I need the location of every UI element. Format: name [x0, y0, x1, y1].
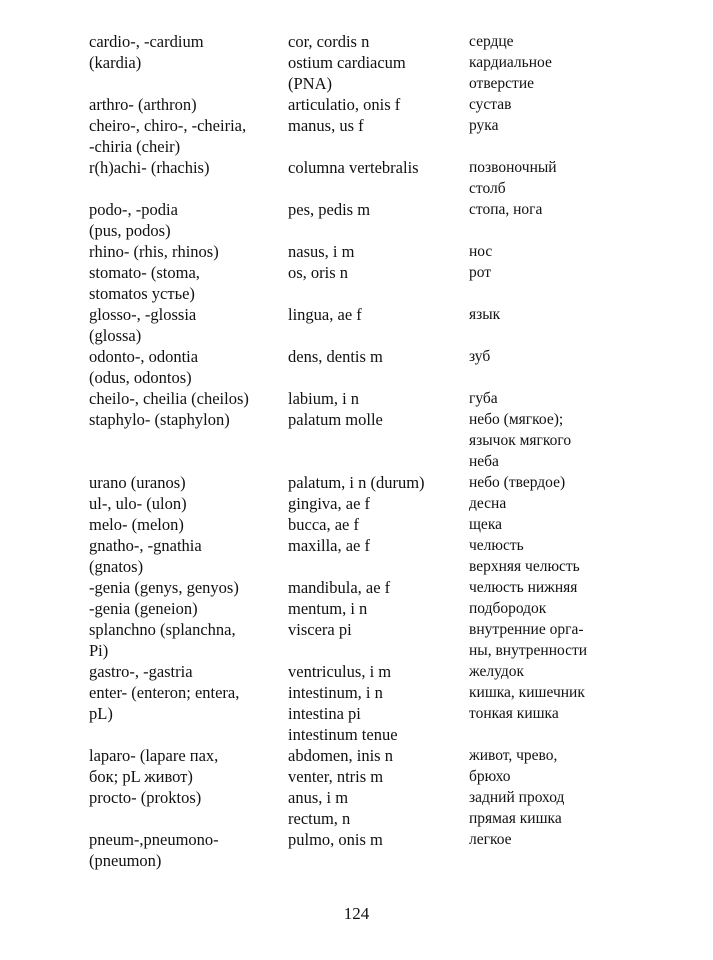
greek-root-cell: procto- (proktos): [89, 788, 202, 807]
greek-root-cell: laparo- (lapare пах, бок; pL живот): [89, 746, 219, 786]
table-row: [89, 31, 629, 94]
table-row: [89, 199, 629, 241]
greek-root-cell: gnatho-, -gnathia (gnatos): [89, 536, 202, 576]
latin-term-cell: mentum, i n: [288, 599, 368, 618]
russian-meaning-cell: сердце кардиальное отверстие: [469, 33, 552, 92]
latin-term-cell: pes, pedis m: [288, 200, 371, 219]
table-row: [89, 577, 629, 598]
greek-root-cell: cheilo-, cheilia (cheilos): [89, 389, 249, 408]
greek-root-cell: -genia (geneion): [89, 599, 198, 618]
greek-root-cell: ul-, ulo- (ulon): [89, 494, 187, 513]
table-row: [89, 787, 629, 829]
russian-meaning-cell: желудок: [469, 663, 525, 680]
latin-term-cell: os, oris n: [288, 263, 349, 282]
greek-root-cell: podo-, -podia (pus, podos): [89, 200, 178, 240]
table-row: [89, 682, 629, 745]
latin-term-cell: mandibula, ae f: [288, 578, 391, 597]
russian-meaning-cell: подбородок: [469, 600, 547, 617]
russian-meaning-cell: легкое: [469, 831, 512, 848]
russian-meaning-cell: рука: [469, 117, 499, 134]
russian-meaning-cell: щека: [469, 516, 502, 533]
table-row: [89, 241, 629, 262]
greek-root-cell: cardio-, -cardium (kardia): [89, 32, 204, 72]
latin-term-cell: ventriculus, i m: [288, 662, 392, 681]
table-row: [89, 745, 629, 787]
table-row: [89, 493, 629, 514]
table-row: [89, 388, 629, 409]
greek-root-cell: gastro-, -gastria: [89, 662, 193, 681]
russian-meaning-cell: внутренние орга- ны, внутренности: [469, 621, 588, 659]
greek-root-cell: rhino- (rhis, rhinos): [89, 242, 219, 261]
latin-term-cell: columna vertebralis: [288, 158, 419, 177]
greek-root-cell: stomato- (stoma, stomatos устье): [89, 263, 200, 303]
latin-term-cell: manus, us f: [288, 116, 364, 135]
table-row: [89, 115, 629, 157]
table-row: [89, 304, 629, 346]
table-row: [89, 661, 629, 682]
table-row: [89, 346, 629, 388]
russian-meaning-cell: рот: [469, 264, 492, 281]
latin-term-cell: nasus, i m: [288, 242, 355, 261]
russian-meaning-cell: позвоночный столб: [469, 159, 557, 197]
table-row: [89, 409, 629, 472]
table-row: [89, 619, 629, 661]
latin-term-cell: articulatio, onis f: [288, 95, 401, 114]
latin-term-cell: labium, i n: [288, 389, 360, 408]
greek-root-cell: r(h)achi- (rhachis): [89, 158, 210, 177]
greek-root-cell: -genia (genys, genyos): [89, 578, 239, 597]
greek-root-cell: melo- (melon): [89, 515, 184, 534]
greek-root-cell: arthro- (arthron): [89, 95, 197, 114]
russian-meaning-cell: челюсть нижняя: [469, 579, 578, 596]
latin-term-cell: anus, i m rectum, n: [288, 788, 351, 828]
russian-meaning-cell: челюсть верхняя челюсть: [469, 537, 580, 575]
table-row: [89, 157, 629, 199]
greek-root-cell: cheiro-, chiro-, -cheiria, -chiria (cheir): [89, 116, 247, 156]
latin-term-cell: cor, cordis n ostium cardiacum (PNA): [288, 32, 406, 93]
russian-meaning-cell: живот, чрево, брюхо: [469, 747, 558, 785]
russian-meaning-cell: зуб: [469, 348, 491, 365]
greek-root-cell: urano (uranos): [89, 473, 186, 492]
russian-meaning-cell: стопа, нога: [469, 201, 543, 218]
russian-meaning-cell: кишка, кишечник тонкая кишка: [469, 684, 585, 722]
latin-term-cell: intestinum, i n intestina pi intestinum tenue: [288, 683, 398, 744]
russian-meaning-cell: небо (мягкое); язычок мягкого неба: [469, 411, 572, 470]
latin-term-cell: palatum, i n (durum): [288, 473, 425, 492]
latin-term-cell: lingua, ae f: [288, 305, 362, 324]
russian-meaning-cell: губа: [469, 390, 498, 407]
greek-root-cell: enter- (enteron; entera, pL): [89, 683, 240, 723]
table-row: [89, 514, 629, 535]
table-row: [89, 472, 629, 493]
greek-root-cell: splanchno (splanchna, Pi): [89, 620, 236, 660]
latin-term-cell: pulmo, onis m: [288, 830, 383, 849]
latin-term-cell: palatum molle: [288, 410, 383, 429]
greek-root-cell: staphylo- (staphylon): [89, 410, 230, 429]
latin-term-cell: viscera pi: [288, 620, 352, 639]
table-row: [89, 598, 629, 619]
russian-meaning-cell: язык: [469, 306, 501, 323]
russian-meaning-cell: нос: [469, 243, 493, 260]
latin-term-cell: gingiva, ae f: [288, 494, 371, 513]
table-row: [89, 535, 629, 577]
table-row: [89, 829, 629, 871]
russian-meaning-cell: десна: [469, 495, 507, 512]
russian-meaning-cell: задний проход прямая кишка: [469, 789, 565, 827]
table-row: [89, 94, 629, 115]
latin-term-cell: dens, dentis m: [288, 347, 383, 366]
terms-table: [89, 31, 629, 871]
greek-root-cell: glosso-, -glossia (glossa): [89, 305, 197, 345]
russian-meaning-cell: небо (твердое): [469, 474, 566, 491]
latin-term-cell: abdomen, inis n venter, ntris m: [288, 746, 393, 786]
latin-term-cell: maxilla, ae f: [288, 536, 371, 555]
latin-term-cell: bucca, ae f: [288, 515, 359, 534]
greek-root-cell: pneum-,pneumono- (pneumon): [89, 830, 219, 870]
page-number: 124: [343, 904, 370, 923]
table-row: [89, 262, 629, 304]
russian-meaning-cell: сустав: [469, 96, 512, 113]
greek-root-cell: odonto-, odontia (odus, odontos): [89, 347, 199, 387]
